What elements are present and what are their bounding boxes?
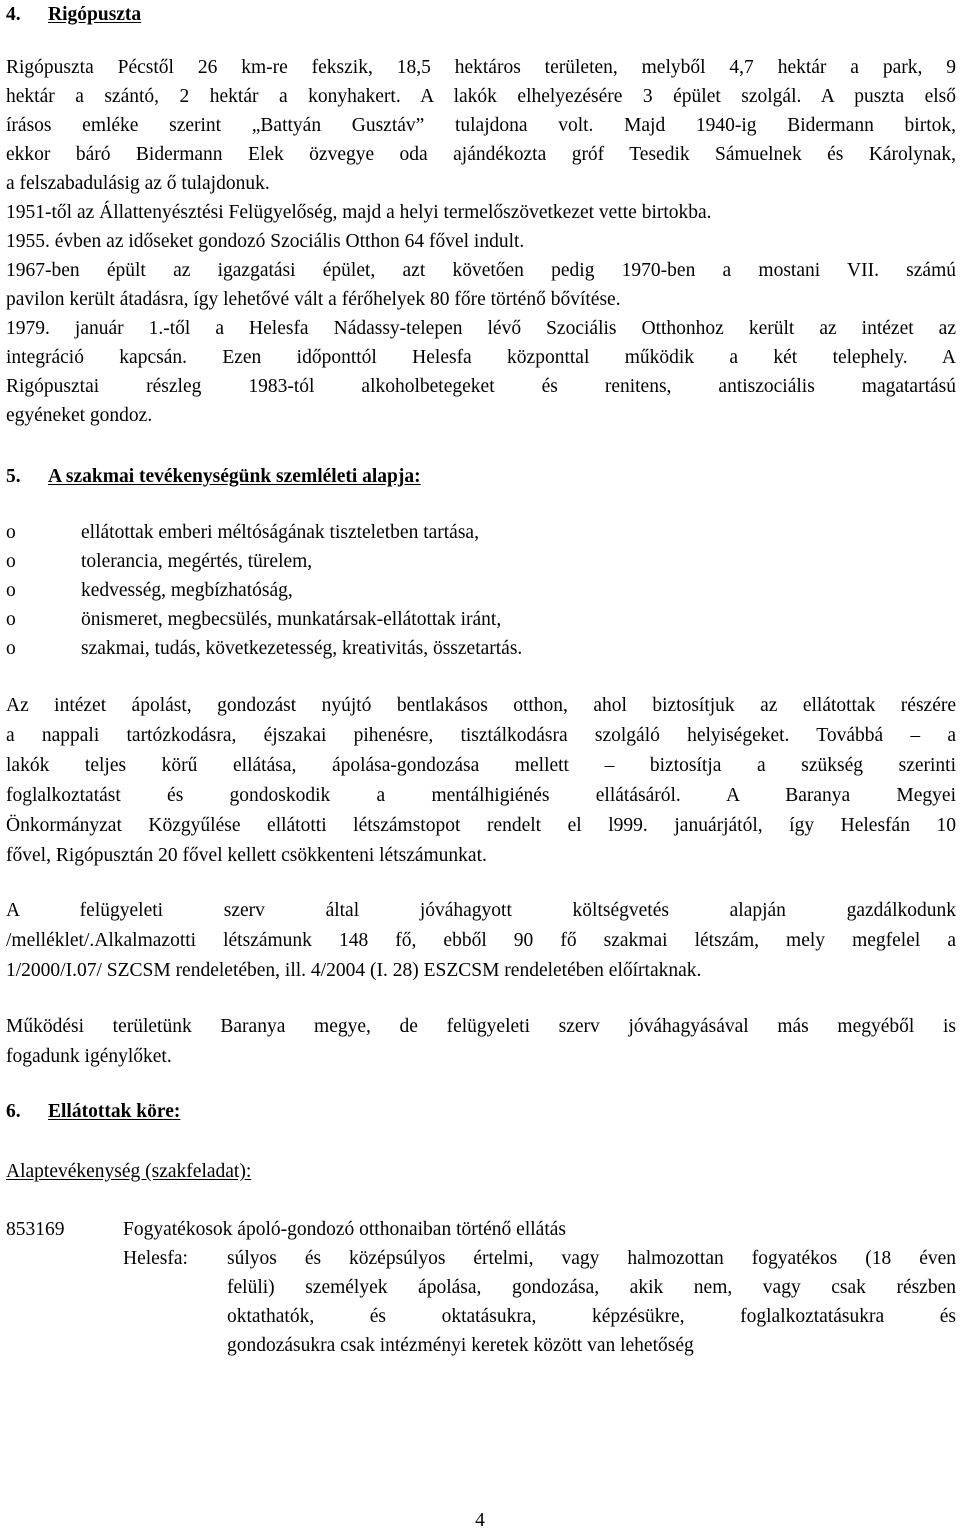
page-number: 4 bbox=[475, 1510, 485, 1531]
list-item-text: kedvesség, megbízhatóság, bbox=[81, 580, 293, 601]
paragraph-line: 1979. január 1.-től a Helesfa Nádassy-telepen lévő Szociális Otthonhoz került az intézet az bbox=[6, 318, 956, 339]
paragraph-line: Rigópuszta Pécstől 26 km-re fekszik, 18,5 hektáros területen, melyből 4,7 hektár a park, 9 bbox=[6, 57, 956, 78]
list-item-text: tolerancia, megértés, türelem, bbox=[81, 551, 313, 572]
paragraph-line: írásos emléke szerint „Battyán Gusztáv” tulajdona volt. Majd 1940-ig Bidermann birtok, bbox=[6, 115, 956, 136]
section-title: A szakmai tevékenységünk szemléleti alapja: bbox=[48, 466, 421, 487]
bullet-icon: o bbox=[6, 522, 16, 543]
paragraph-line: a felszabadulásig az ő tulajdonuk. bbox=[6, 173, 270, 194]
bullet-icon: o bbox=[6, 638, 16, 659]
site-description-line: gondozásukra csak intézményi keretek között van lehetőség bbox=[227, 1335, 694, 1356]
section-4-heading bbox=[6, 0, 956, 29]
paragraph-line: a nappali tartózkodásra, éjszakai pihenésre, tisztálkodásra szolgáló helyiségeket. Továbbá – a bbox=[6, 725, 956, 746]
section-number: 4. bbox=[6, 4, 21, 25]
paragraph-line: ekkor báró Bidermann Elek özvegye oda ajándékozta gróf Tesedik Sámuelnek és Károlynak, bbox=[6, 144, 956, 165]
paragraph-line: 1/2000/I.07/ SZCSM rendeletében, ill. 4/2004 (I. 28) ESZCSM rendeletében előírtaknak. bbox=[6, 960, 702, 981]
list-item-text: ellátottak emberi méltóságának tiszteletben tartása, bbox=[81, 522, 479, 543]
paragraph-line: 1955. évben az időseket gondozó Szociális Otthon 64 fővel indult. bbox=[6, 231, 525, 252]
site-description-line: oktathatók, és oktatásukra, képzésükre, foglalkoztatásukra és bbox=[227, 1306, 956, 1327]
paragraph-line: Rigópusztai részleg 1983-tól alkoholbetegeket és renitens, antiszociális magatartású bbox=[6, 376, 956, 397]
paragraph-line: egyéneket gondoz. bbox=[6, 405, 153, 426]
list-item-text: önismeret, megbecsülés, munkatársak-ellátottak iránt, bbox=[81, 609, 502, 630]
paragraph-line: A felügyeleti szerv által jóváhagyott költségvetés alapján gazdálkodunk bbox=[6, 900, 956, 921]
paragraph-line: Működési területünk Baranya megye, de felügyeleti szerv jóváhagyásával más megyéből is bbox=[6, 1016, 956, 1037]
paragraph-line: pavilon került átadásra, így lehetővé vált a férőhelyek 80 főre történő bővítése. bbox=[6, 289, 621, 310]
bullet-icon: o bbox=[6, 580, 16, 601]
activity-description: Fogyatékosok ápoló-gondozó otthonaiban történő ellátás bbox=[123, 1219, 566, 1240]
site-description-line: súlyos és középsúlyos értelmi, vagy halmozottan fogyatékos (18 éven bbox=[227, 1248, 956, 1269]
bullet-icon: o bbox=[6, 551, 16, 572]
site-label: Helesfa: bbox=[123, 1248, 188, 1269]
activity-code: 853169 bbox=[6, 1219, 65, 1240]
site-description-line: felüli) személyek ápolása, gondozása, akik nem, vagy csak részben bbox=[227, 1277, 956, 1298]
paragraph-line: fővel, Rigópusztán 20 fővel kellett csökkenteni létszámunkat. bbox=[6, 845, 487, 866]
paragraph-line: lakók teljes körű ellátása, ápolása-gondozása mellett – biztosítja a szükség szerinti bbox=[6, 755, 956, 776]
paragraph-line: Önkormányzat Közgyűlése ellátotti létszámstopot rendelt el l999. januárjától, így Helesfán 10 bbox=[6, 815, 956, 836]
section-5-heading bbox=[6, 462, 956, 491]
bullet-icon: o bbox=[6, 609, 16, 630]
section-number: 6. bbox=[6, 1101, 21, 1122]
section-title: Ellátottak köre: bbox=[48, 1101, 181, 1122]
paragraph-line: 1967-ben épült az igazgatási épület, azt követően pedig 1970-ben a mostani VII. számú bbox=[6, 260, 956, 281]
paragraph-line: fogadunk igénylőket. bbox=[6, 1046, 172, 1067]
section-6-heading bbox=[6, 1097, 956, 1126]
list-item-text: szakmai, tudás, következetesség, kreativitás, összetartás. bbox=[81, 638, 523, 659]
section-number: 5. bbox=[6, 466, 21, 487]
paragraph-line: Az intézet ápolást, gondozást nyújtó bentlakásos otthon, ahol biztosítjuk az ellátottak részére bbox=[6, 695, 956, 716]
paragraph-line: hektár a szántó, 2 hektár a konyhakert. A lakók elhelyezésére 3 épület szolgál. A puszta első bbox=[6, 86, 956, 107]
paragraph-line: /melléklet/.Alkalmazotti létszámunk 148 fő, ebből 90 fő szakmai létszám, mely megfelel a bbox=[6, 930, 956, 951]
paragraph-line: 1951-től az Állattenyésztési Felügyelőség, majd a helyi termelőszövetkezet vette birtokba. bbox=[6, 202, 712, 223]
section-title: Rigópuszta bbox=[48, 4, 142, 25]
subheading: Alaptevékenység (szakfeladat): bbox=[6, 1161, 252, 1182]
paragraph-line: foglalkoztatást és gondoskodik a mentálhigiénés ellátásáról. A Baranya Megyei bbox=[6, 785, 956, 806]
paragraph-line: integráció kapcsán. Ezen időponttól Helesfa központtal működik a két telephely. A bbox=[6, 347, 956, 368]
